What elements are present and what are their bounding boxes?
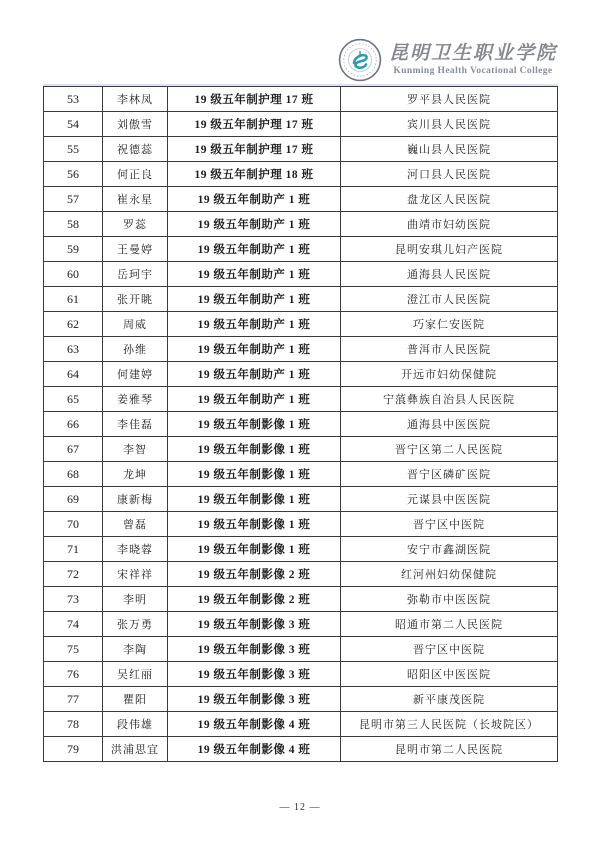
row-number-cell: 53	[44, 87, 103, 112]
student-name-cell: 崔永星	[103, 187, 168, 212]
hospital-name-cell: 晋宁区第二人民医院	[341, 437, 558, 462]
hospital-name-cell: 罗平县人民医院	[341, 87, 558, 112]
row-number-cell: 65	[44, 387, 103, 412]
row-number-cell: 74	[44, 612, 103, 637]
table-row	[44, 587, 558, 612]
row-number-cell: 60	[44, 262, 103, 287]
hospital-name-cell: 昭阳区中医医院	[341, 662, 558, 687]
row-number-cell: 66	[44, 412, 103, 437]
hospital-name-cell: 晋宁区磷矿医院	[341, 462, 558, 487]
hospital-name-cell: 巍山县人民医院	[341, 137, 558, 162]
table-row	[44, 562, 558, 587]
student-name-cell: 李晓蓉	[103, 537, 168, 562]
class-name-cell: 19 级五年制影像 3 班	[168, 687, 341, 712]
row-number-cell: 71	[44, 537, 103, 562]
student-name-cell: 李智	[103, 437, 168, 462]
class-name-cell: 19 级五年制影像 3 班	[168, 662, 341, 687]
table-row	[44, 387, 558, 412]
hospital-name-cell: 盘龙区人民医院	[341, 187, 558, 212]
hospital-name-cell: 澄江市人民医院	[341, 287, 558, 312]
hospital-name-cell: 河口县人民医院	[341, 162, 558, 187]
hospital-name-cell: 昭通市第二人民医院	[341, 612, 558, 637]
table-row	[44, 637, 558, 662]
table-row	[44, 712, 558, 737]
table-row	[44, 287, 558, 312]
row-number-cell: 75	[44, 637, 103, 662]
table-row	[44, 212, 558, 237]
table-row	[44, 362, 558, 387]
class-name-cell: 19 级五年制助产 1 班	[168, 237, 341, 262]
row-number-cell: 76	[44, 662, 103, 687]
student-name-cell: 吴红丽	[103, 662, 168, 687]
student-name-cell: 张开眺	[103, 287, 168, 312]
student-name-cell: 李佳磊	[103, 412, 168, 437]
class-name-cell: 19 级五年制影像 1 班	[168, 512, 341, 537]
hospital-name-cell: 昆明安琪儿妇产医院	[341, 237, 558, 262]
row-number-cell: 73	[44, 587, 103, 612]
class-name-cell: 19 级五年制影像 1 班	[168, 437, 341, 462]
class-name-cell: 19 级五年制助产 1 班	[168, 287, 341, 312]
table-row	[44, 537, 558, 562]
row-number-cell: 61	[44, 287, 103, 312]
table-row	[44, 187, 558, 212]
hospital-name-cell: 宁蒗彝族自治县人民医院	[341, 387, 558, 412]
row-number-cell: 62	[44, 312, 103, 337]
table-row	[44, 437, 558, 462]
student-name-cell: 何正良	[103, 162, 168, 187]
hospital-name-cell: 红河州妇幼保健院	[341, 562, 558, 587]
student-name-cell: 祝德蕊	[103, 137, 168, 162]
table-row	[44, 162, 558, 187]
student-name-cell: 瞿阳	[103, 687, 168, 712]
student-name-cell: 刘傲雪	[103, 112, 168, 137]
student-name-cell: 罗蕊	[103, 212, 168, 237]
hospital-name-cell: 普洱市人民医院	[341, 337, 558, 362]
table-row	[44, 137, 558, 162]
class-name-cell: 19 级五年制影像 1 班	[168, 487, 341, 512]
student-name-cell: 曾磊	[103, 512, 168, 537]
class-name-cell: 19 级五年制助产 1 班	[168, 262, 341, 287]
row-number-cell: 63	[44, 337, 103, 362]
student-name-cell: 孙维	[103, 337, 168, 362]
hospital-name-cell: 晋宁区中医院	[341, 637, 558, 662]
class-name-cell: 19 级五年制助产 1 班	[168, 212, 341, 237]
page-number: — 12 —	[279, 802, 321, 813]
table-row	[44, 312, 558, 337]
hospital-name-cell: 昆明市第三人民医院（长坡院区）	[341, 712, 558, 737]
hospital-name-cell: 巧家仁安医院	[341, 312, 558, 337]
table-row	[44, 412, 558, 437]
hospital-name-cell: 元谋县中医医院	[341, 487, 558, 512]
student-name-cell: 洪浦思宜	[103, 737, 168, 762]
student-name-cell: 段伟雄	[103, 712, 168, 737]
student-name-cell: 周威	[103, 312, 168, 337]
student-name-cell: 岳珂宇	[103, 262, 168, 287]
college-name-chinese: 昆明卫生职业学院	[388, 43, 557, 64]
page-footer	[0, 802, 600, 813]
class-name-cell: 19 级五年制助产 1 班	[168, 187, 341, 212]
class-name-cell: 19 级五年制影像 1 班	[168, 412, 341, 437]
college-name-english: Kunming Health Vocational College	[393, 66, 553, 76]
table-row	[44, 687, 558, 712]
student-name-cell: 康新梅	[103, 487, 168, 512]
class-name-cell: 19 级五年制助产 1 班	[168, 387, 341, 412]
table-row	[44, 87, 558, 112]
student-name-cell: 龙坤	[103, 462, 168, 487]
table-row	[44, 337, 558, 362]
class-name-cell: 19 级五年制影像 4 班	[168, 737, 341, 762]
class-name-cell: 19 级五年制护理 18 班	[168, 162, 341, 187]
hospital-name-cell: 宾川县人民医院	[341, 112, 558, 137]
row-number-cell: 70	[44, 512, 103, 537]
row-number-cell: 77	[44, 687, 103, 712]
student-name-cell: 李陶	[103, 637, 168, 662]
row-number-cell: 64	[44, 362, 103, 387]
table-row	[44, 237, 558, 262]
class-name-cell: 19 级五年制护理 17 班	[168, 137, 341, 162]
table-row	[44, 662, 558, 687]
class-name-cell: 19 级五年制助产 1 班	[168, 312, 341, 337]
row-number-cell: 67	[44, 437, 103, 462]
table-row	[44, 262, 558, 287]
hospital-name-cell: 安宁市鑫湖医院	[341, 537, 558, 562]
hospital-name-cell: 昆明市第二人民医院	[341, 737, 558, 762]
student-name-cell: 李林凤	[103, 87, 168, 112]
hospital-name-cell: 开远市妇幼保健院	[341, 362, 558, 387]
table-row	[44, 737, 558, 762]
hospital-name-cell: 通海县中医医院	[341, 412, 558, 437]
class-name-cell: 19 级五年制助产 1 班	[168, 337, 341, 362]
row-number-cell: 69	[44, 487, 103, 512]
class-name-cell: 19 级五年制影像 1 班	[168, 462, 341, 487]
row-number-cell: 58	[44, 212, 103, 237]
class-name-cell: 19 级五年制助产 1 班	[168, 362, 341, 387]
row-number-cell: 72	[44, 562, 103, 587]
hospital-name-cell: 曲靖市妇幼医院	[341, 212, 558, 237]
class-name-cell: 19 级五年制影像 2 班	[168, 587, 341, 612]
table-row	[44, 612, 558, 637]
student-name-cell: 张万勇	[103, 612, 168, 637]
row-number-cell: 54	[44, 112, 103, 137]
hospital-name-cell: 晋宁区中医院	[341, 512, 558, 537]
row-number-cell: 57	[44, 187, 103, 212]
hospital-name-cell: 通海县人民医院	[341, 262, 558, 287]
student-name-cell: 何建婷	[103, 362, 168, 387]
class-name-cell: 19 级五年制护理 17 班	[168, 87, 341, 112]
table-row	[44, 462, 558, 487]
hospital-name-cell: 弥勒市中医医院	[341, 587, 558, 612]
college-titles	[389, 43, 557, 77]
row-number-cell: 59	[44, 237, 103, 262]
table-row	[44, 112, 558, 137]
student-name-cell: 王曼婷	[103, 237, 168, 262]
table-row	[44, 487, 558, 512]
internship-assignment-table	[43, 86, 558, 762]
hospital-name-cell: 新平康茂医院	[341, 687, 558, 712]
row-number-cell: 68	[44, 462, 103, 487]
row-number-cell: 56	[44, 162, 103, 187]
class-name-cell: 19 级五年制影像 3 班	[168, 637, 341, 662]
table-row	[44, 512, 558, 537]
row-number-cell: 79	[44, 737, 103, 762]
page-header	[43, 36, 557, 84]
row-number-cell: 78	[44, 712, 103, 737]
college-seal-icon	[338, 38, 382, 82]
class-name-cell: 19 级五年制影像 4 班	[168, 712, 341, 737]
student-name-cell: 姜雅琴	[103, 387, 168, 412]
class-name-cell: 19 级五年制影像 3 班	[168, 612, 341, 637]
class-name-cell: 19 级五年制护理 17 班	[168, 112, 341, 137]
table-body	[44, 87, 558, 762]
class-name-cell: 19 级五年制影像 2 班	[168, 562, 341, 587]
student-name-cell: 李明	[103, 587, 168, 612]
row-number-cell: 55	[44, 137, 103, 162]
student-name-cell: 宋祥祥	[103, 562, 168, 587]
class-name-cell: 19 级五年制影像 1 班	[168, 537, 341, 562]
